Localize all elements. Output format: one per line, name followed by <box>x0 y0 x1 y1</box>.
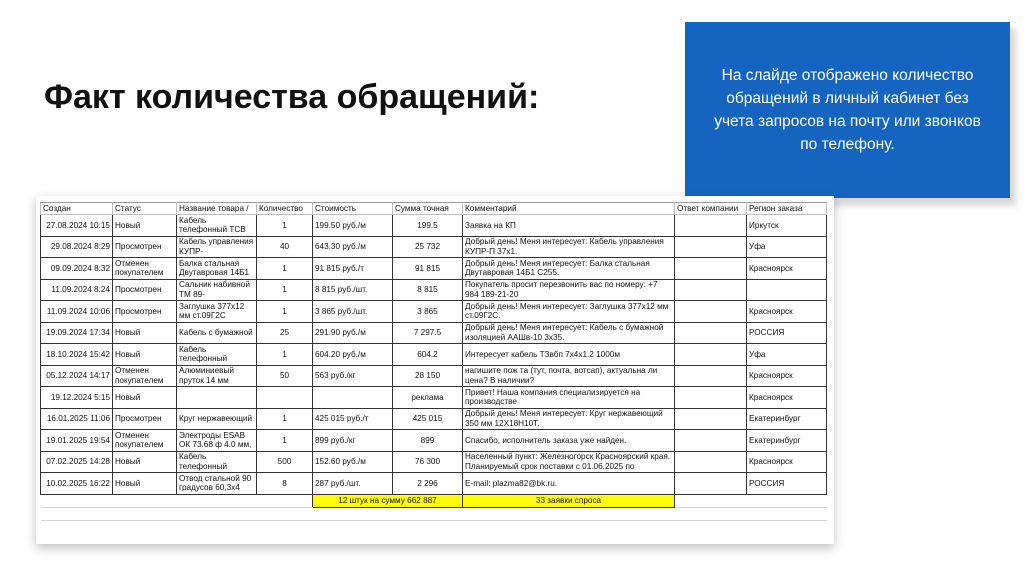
table-row <box>41 451 827 473</box>
cell-region: Красноярск <box>747 365 827 387</box>
table-row <box>41 473 827 495</box>
cell-comment: Населенный пункт: Железногорск Красноярский края. Планируемый срок поставки с 01.06.2025 по <box>463 451 675 473</box>
summary-total-cell: 12 штук на сумму 662 887 <box>313 494 463 507</box>
cell-product: Алюминиевый пруток 14 мм <box>177 365 257 387</box>
cell-company-answer <box>675 322 747 344</box>
cell-product: Отвод стальной 90 градусов 60,3х4 <box>177 473 257 495</box>
info-note: На слайде отображено количество обращений в личный кабинет без учета запросов на почту или звонков по телефону. <box>685 22 1010 198</box>
cell-region: РОССИЯ <box>747 322 827 344</box>
table-row <box>41 344 827 366</box>
header-quantity: Количество <box>257 203 313 215</box>
table-row <box>41 279 827 301</box>
cell-comment: Добрый день! Меня интересует: Кабель управления КУПР-П 37х1. <box>463 236 675 258</box>
cell-company-answer <box>675 387 747 409</box>
cell-company-answer <box>675 301 747 323</box>
table-row <box>41 301 827 323</box>
cell-total: 199.5 <box>393 215 463 237</box>
cell-created: 29.08.2024 8:29 <box>41 236 113 258</box>
cell-quantity: 25 <box>257 322 313 344</box>
spreadsheet-screenshot <box>36 196 834 544</box>
cell-created: 18.10.2024 15:42 <box>41 344 113 366</box>
cell-created: 09.09.2024 8:32 <box>41 258 113 280</box>
cell-total: 2 296 <box>393 473 463 495</box>
cell-region: Красноярск <box>747 301 827 323</box>
table-row <box>41 322 827 344</box>
summary-requests-cell: 33 заявки спроса <box>463 494 675 507</box>
cell-status: Отменен покупателем <box>113 365 177 387</box>
cell-quantity: 1 <box>257 408 313 430</box>
cell-company-answer <box>675 473 747 495</box>
cell-quantity: 1 <box>257 279 313 301</box>
cell-created: 07.02.2025 14:28 <box>41 451 113 473</box>
cell-comment: Добрый день! Меня интересует: Круг нержавеющий 350 мм 12Х18Н10Т. <box>463 408 675 430</box>
table-row <box>41 365 827 387</box>
cell-comment: Интересует кабель ТЗвбп 7х4х1.2 1000м <box>463 344 675 366</box>
cell-quantity: 50 <box>257 365 313 387</box>
cell-created: 27.08.2024 10:15 <box>41 215 113 237</box>
cell-price: 3 865 руб./шт. <box>313 301 393 323</box>
cell-status: Отменен покупателем <box>113 258 177 280</box>
cell-price: 152.60 руб./м <box>313 451 393 473</box>
cell-product <box>177 387 257 409</box>
cell-total: 3 865 <box>393 301 463 323</box>
header-created: Создан <box>41 203 113 215</box>
cell-company-answer <box>675 279 747 301</box>
cell-price: 199.50 руб./м <box>313 215 393 237</box>
cell-comment: Добрый день! Меня интересует: Балка стальная Двутавровая 14Б1 С255. <box>463 258 675 280</box>
empty-row <box>41 507 827 520</box>
cell-created: 16.01.2025 11:06 <box>41 408 113 430</box>
cell-created: 11.09.2024 10:06 <box>41 301 113 323</box>
cell-quantity: 1 <box>257 301 313 323</box>
cell-status: Новый <box>113 322 177 344</box>
cell-region: Екатеринбург <box>747 430 827 452</box>
header-price: Стоимость <box>313 203 393 215</box>
cell-quantity: 40 <box>257 236 313 258</box>
cell-total: 25 732 <box>393 236 463 258</box>
header-total: Сумма точная <box>393 203 463 215</box>
cell-comment: нагишите пож та (тут, почта, вотсап), актуальна ли цена? В наличии? <box>463 365 675 387</box>
cell-company-answer <box>675 344 747 366</box>
table-row <box>41 408 827 430</box>
cell-price: 604.20 руб./м <box>313 344 393 366</box>
cell-product: Кабель телефонный <box>177 451 257 473</box>
cell-product: Кабель управления КУПР- <box>177 236 257 258</box>
cell-status: Новый <box>113 451 177 473</box>
cell-company-answer <box>675 408 747 430</box>
cell-company-answer <box>675 215 747 237</box>
cell-created: 05.12.2024 14:17 <box>41 365 113 387</box>
cell-quantity: 1 <box>257 430 313 452</box>
cell-price: 8 815 руб./шт. <box>313 279 393 301</box>
cell-total: реклама <box>393 387 463 409</box>
cell-comment: Заявка на КП <box>463 215 675 237</box>
cell-price: 563 руб./кг <box>313 365 393 387</box>
cell-region: Красноярск <box>747 451 827 473</box>
cell-company-answer <box>675 258 747 280</box>
cell-product: Кабель телефонный <box>177 344 257 366</box>
cell-total: 76 300 <box>393 451 463 473</box>
cell-product: Круг нержавеющий <box>177 408 257 430</box>
cell-price: 899 руб./кг <box>313 430 393 452</box>
table-row <box>41 236 827 258</box>
cell-status: Просмотрен <box>113 236 177 258</box>
cell-status: Новый <box>113 215 177 237</box>
table-row <box>41 258 827 280</box>
cell-region: РОССИЯ <box>747 473 827 495</box>
table-header-row <box>41 203 827 215</box>
cell-comment: Добрый день! Меня интересует: Заглушка 377х12 мм ст.09Г2С. <box>463 301 675 323</box>
cell-status: Просмотрен <box>113 279 177 301</box>
cell-created: 19.12.2024 5:15 <box>41 387 113 409</box>
cell-region: Красноярск <box>747 387 827 409</box>
cell-quantity <box>257 387 313 409</box>
cell-comment: Покупатель просит перезвонить вас по номеру: +7 984 189-21-20 <box>463 279 675 301</box>
cell-region: Екатеринбург <box>747 408 827 430</box>
cell-product: Сальник набивной ТМ 89- <box>177 279 257 301</box>
cell-total: 91 815 <box>393 258 463 280</box>
cell-comment: Привет! Наша компания специализируется на производстве <box>463 387 675 409</box>
header-region: Регион заказа <box>747 203 827 215</box>
cell-created: 19.01.2025 19:54 <box>41 430 113 452</box>
requests-table <box>40 202 827 521</box>
cell-price: 291.90 руб./м <box>313 322 393 344</box>
page-title: Факт количества обращений: <box>44 78 540 116</box>
cell-total: 7 297.5 <box>393 322 463 344</box>
header-product: Название товара / <box>177 203 257 215</box>
table-row <box>41 387 827 409</box>
cell-comment: Добрый день! Меня интересует: Кабель с бумажной изоляцией ААШв-10 3х35. <box>463 322 675 344</box>
cell-company-answer <box>675 236 747 258</box>
cell-region: Иркутск <box>747 215 827 237</box>
cell-price: 287 руб./шт. <box>313 473 393 495</box>
cell-region <box>747 279 827 301</box>
cell-product: Кабель телефонный ТСВ <box>177 215 257 237</box>
cell-price <box>313 387 393 409</box>
cell-region: Уфа <box>747 236 827 258</box>
cell-status: Просмотрен <box>113 301 177 323</box>
cell-company-answer <box>675 365 747 387</box>
cell-price: 91 815 руб./т <box>313 258 393 280</box>
cell-product: Кабель с бумажной <box>177 322 257 344</box>
cell-product: Электроды ESAB ОК 73.68 ф 4.0 мм, <box>177 430 257 452</box>
cell-status: Отменен покупателем <box>113 430 177 452</box>
cell-company-answer <box>675 451 747 473</box>
cell-company-answer <box>675 430 747 452</box>
cell-status: Новый <box>113 473 177 495</box>
table-row <box>41 430 827 452</box>
cell-created: 10.02.2025 16:22 <box>41 473 113 495</box>
cell-status: Просмотрен <box>113 408 177 430</box>
cell-created: 11.09.2024 8:24 <box>41 279 113 301</box>
cell-total: 425 015 <box>393 408 463 430</box>
cell-quantity: 1 <box>257 344 313 366</box>
cell-quantity: 1 <box>257 215 313 237</box>
header-comment: Комментарий <box>463 203 675 215</box>
cell-comment: E-mail: plazma82@bk.ru. <box>463 473 675 495</box>
header-status: Статус <box>113 203 177 215</box>
cell-quantity: 500 <box>257 451 313 473</box>
cell-region: Красноярск <box>747 258 827 280</box>
cell-created: 19.09.2024 17:34 <box>41 322 113 344</box>
cell-quantity: 1 <box>257 258 313 280</box>
cell-total: 28 150 <box>393 365 463 387</box>
header-company-answer: Ответ компании <box>675 203 747 215</box>
summary-row <box>41 494 827 507</box>
cell-total: 899 <box>393 430 463 452</box>
cell-region: Уфа <box>747 344 827 366</box>
cell-total: 604.2 <box>393 344 463 366</box>
cell-price: 643.30 руб./м <box>313 236 393 258</box>
cell-product: Заглушка 377х12 мм ст.09Г2С <box>177 301 257 323</box>
table-row <box>41 215 827 237</box>
cell-total: 8 815 <box>393 279 463 301</box>
cell-product: Балка стальная Двутавровая 14Б1 <box>177 258 257 280</box>
cell-status: Новый <box>113 387 177 409</box>
cell-quantity: 8 <box>257 473 313 495</box>
cell-comment: Спасибо, исполнитель заказа уже найден. <box>463 430 675 452</box>
cell-status: Новый <box>113 344 177 366</box>
cell-price: 425 015 руб./т <box>313 408 393 430</box>
